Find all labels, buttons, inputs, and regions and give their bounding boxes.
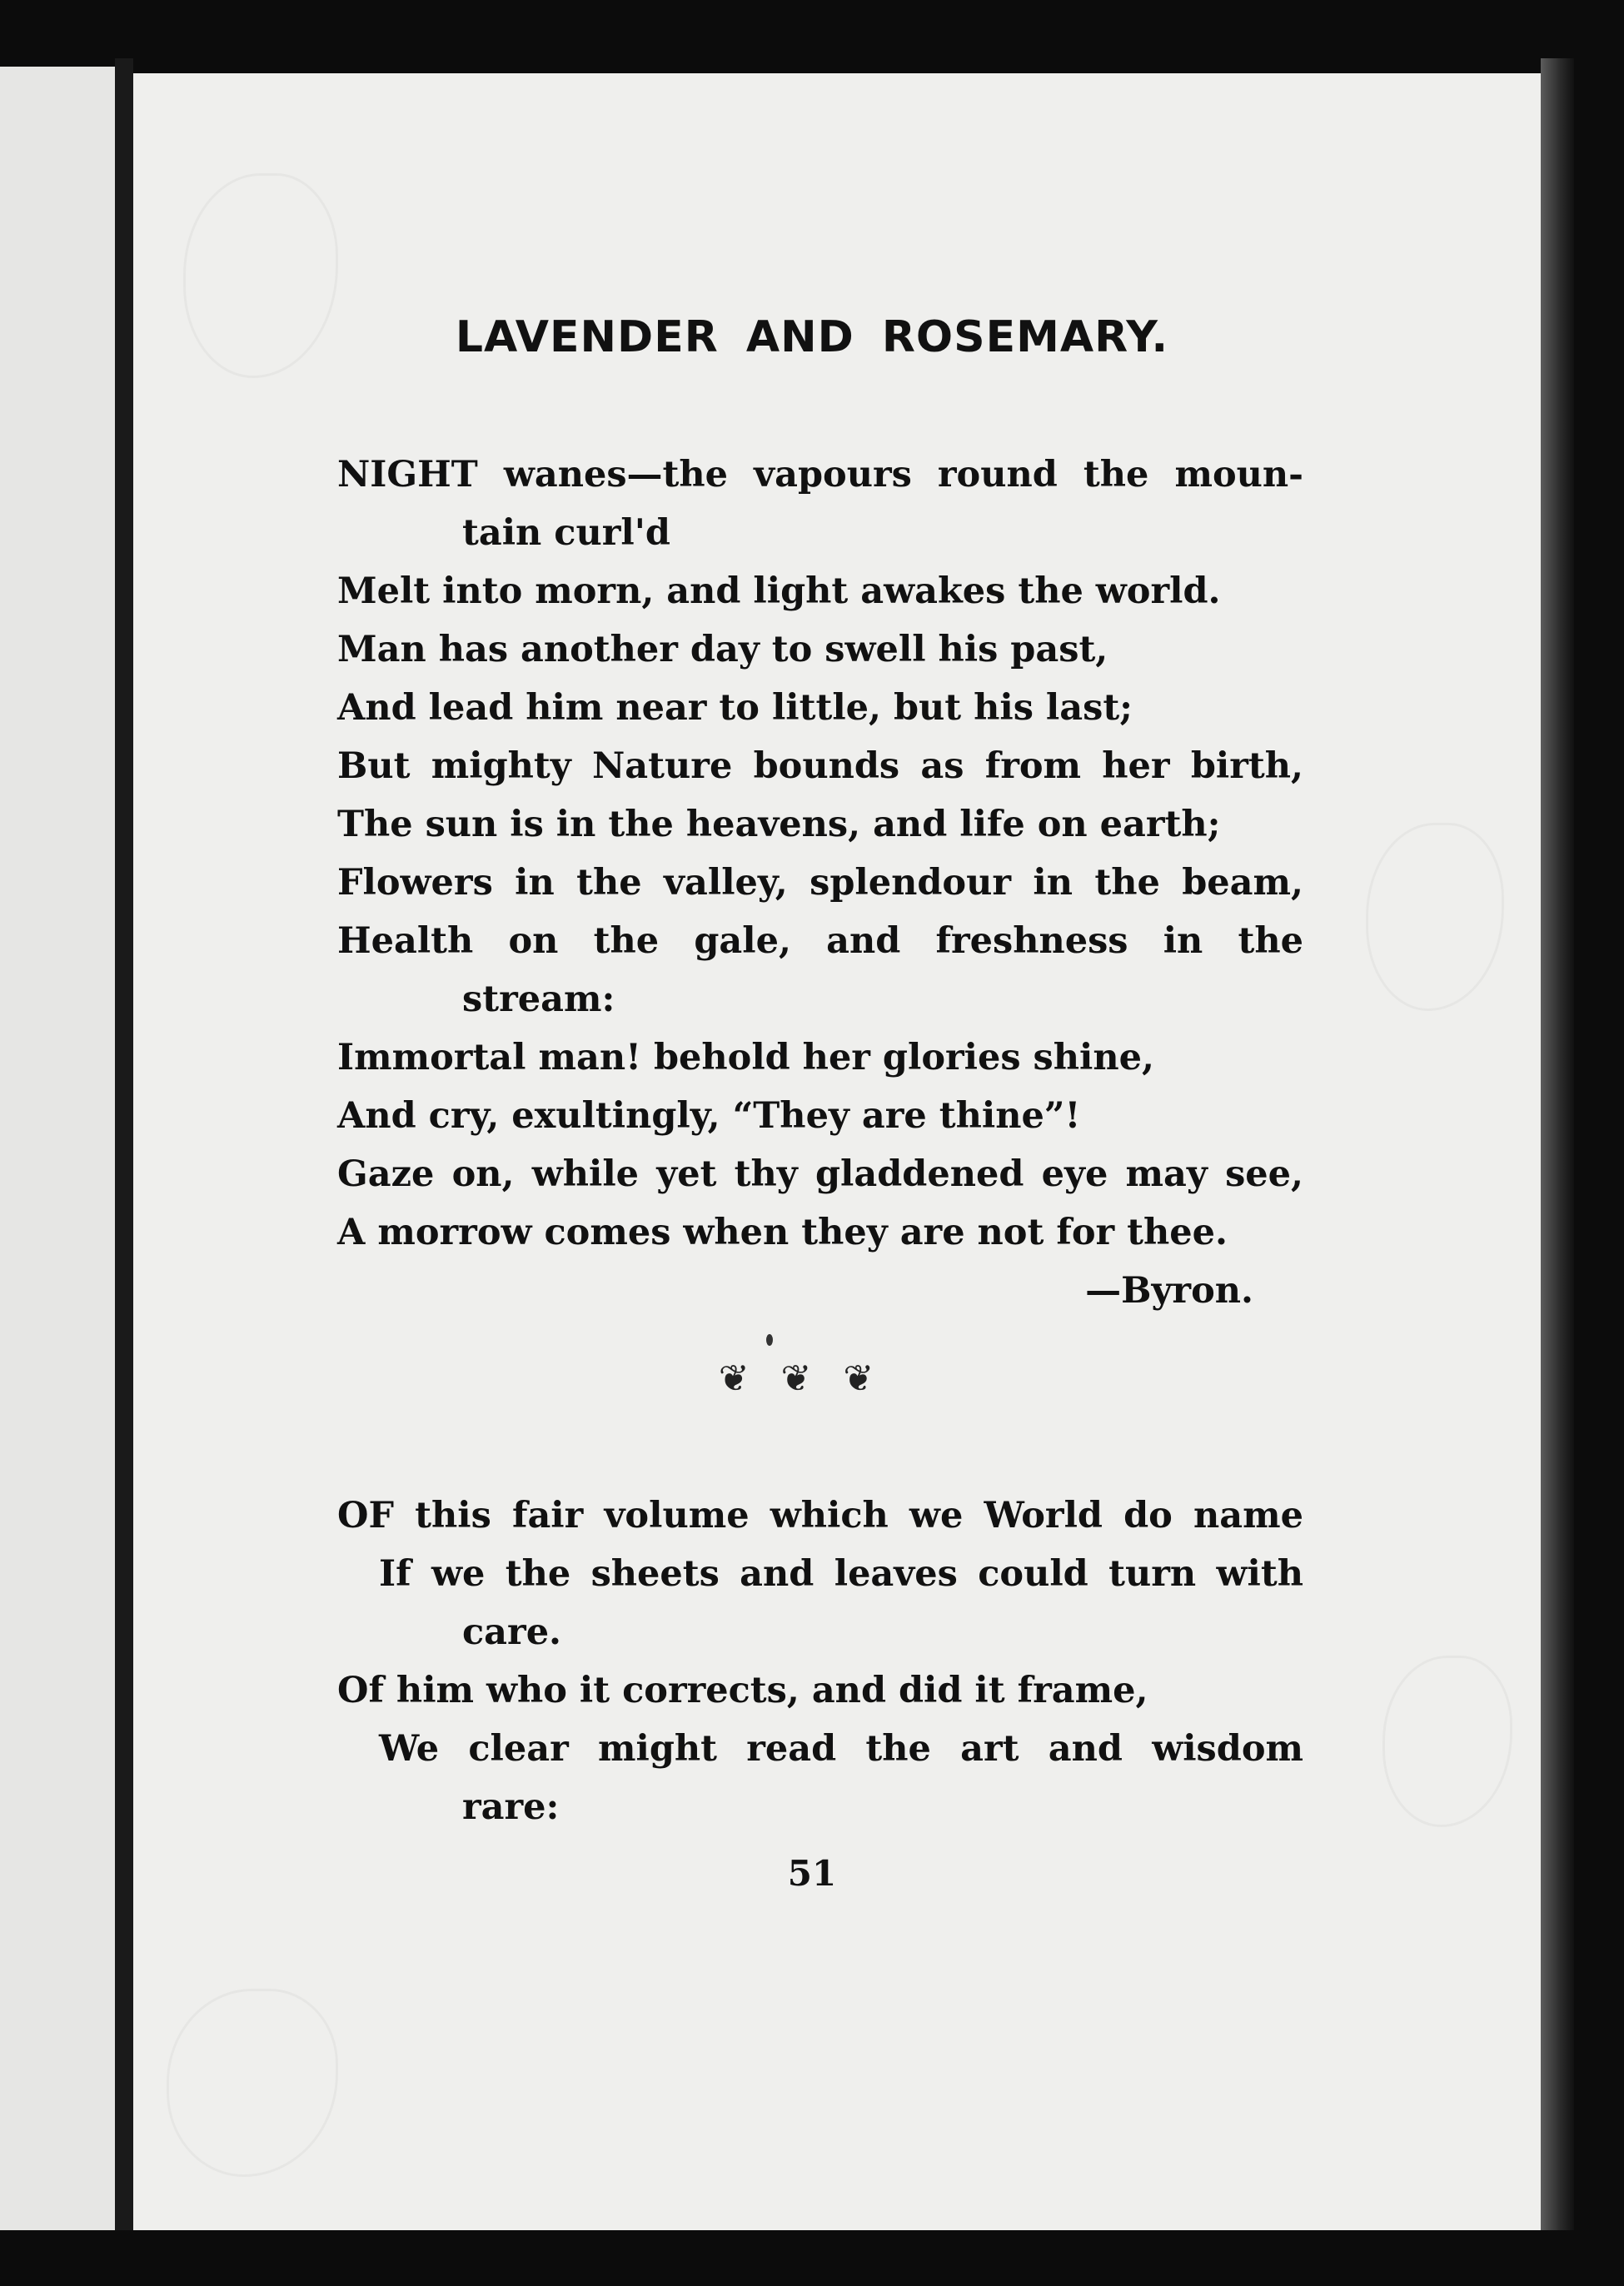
poem-attribution: —Byron. xyxy=(1085,1270,1253,1312)
facing-page-edge xyxy=(0,67,115,2232)
page-number: 51 xyxy=(787,1853,837,1894)
bleed-through-ornament xyxy=(1382,1656,1512,1827)
poem-line: Gaze on, while yet thy gladdened eye may see, xyxy=(337,1153,1303,1195)
poem-line: And lead him near to little, but his last; xyxy=(337,687,1133,729)
poem-line: Melt into morn, and light awakes the world. xyxy=(337,570,1221,612)
poem-line: We clear might read the art and wisdom xyxy=(379,1728,1303,1770)
poem-line: tain curl'd xyxy=(462,512,670,554)
book-gutter xyxy=(115,58,133,2240)
poem-line: And cry, exultingly, “They are thine”! xyxy=(337,1095,1081,1137)
poem-line: Health on the gale, and freshness in the xyxy=(337,920,1303,962)
poem-world-volume xyxy=(337,1487,1303,1836)
poem-line: OF this fair volume which we World do name xyxy=(337,1495,1303,1536)
bleed-through-ornament xyxy=(1366,823,1504,1011)
poem-line: If we the sheets and leaves could turn with xyxy=(379,1553,1303,1595)
scan-border-bottom xyxy=(0,2230,1624,2286)
poem-byron xyxy=(337,446,1303,1320)
poem-line: The sun is in the heavens, and life on earth; xyxy=(337,804,1221,845)
poem-line: NIGHT wanes—the vapours round the moun- xyxy=(337,454,1303,496)
ornament-dot xyxy=(766,1334,773,1346)
section-ornament: ❦❦❦ xyxy=(718,1357,906,1400)
poem-line: Flowers in the valley, splendour in the beam, xyxy=(337,862,1303,904)
poem-line: Immortal man! behold her glories shine, xyxy=(337,1037,1154,1078)
poem-line: A morrow comes when they are not for thee. xyxy=(337,1212,1228,1253)
poem-line: Of him who it corrects, and did it frame, xyxy=(337,1670,1148,1711)
page-title: LAVENDER AND ROSEMARY. xyxy=(455,312,1169,362)
book-edge-right xyxy=(1541,58,1574,2240)
bleed-through-ornament xyxy=(167,1989,338,2177)
poem-line: Man has another day to swell his past, xyxy=(337,629,1108,670)
poem-line: But mighty Nature bounds as from her birth, xyxy=(337,745,1303,787)
poem-line: rare: xyxy=(462,1786,560,1828)
poem-line: care. xyxy=(462,1611,562,1653)
poem-line: stream: xyxy=(462,979,615,1020)
